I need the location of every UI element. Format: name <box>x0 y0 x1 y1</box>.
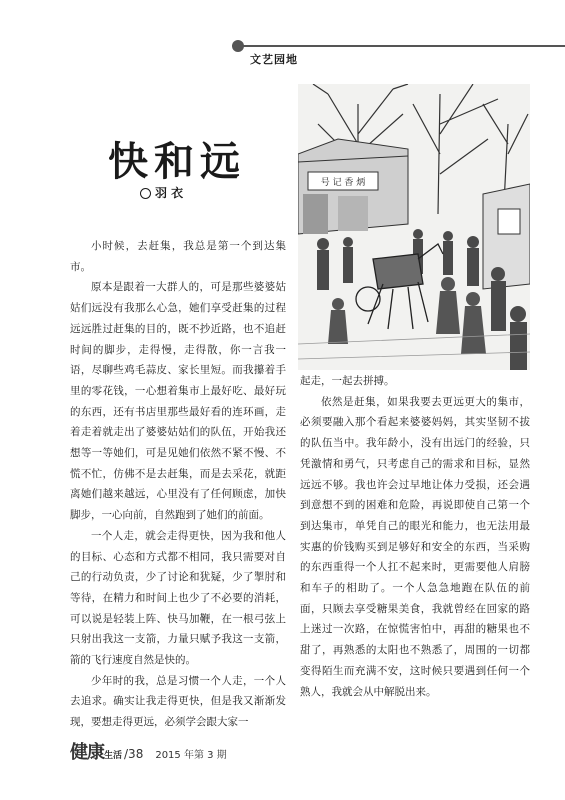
paragraph: 少年时的我，总是习惯一个人走，一个人去追求。确实让我走得更快，但是我又渐渐发现，要想走得更远，必须学会跟大家一 <box>70 674 286 729</box>
author-name: 羽 衣 <box>155 186 184 200</box>
paragraph-continued: 起走，一起去拼搏。 <box>300 375 395 387</box>
article-title: 快和远 <box>108 138 246 185</box>
page-number: /38 <box>124 747 144 761</box>
section-label: 文艺园地 <box>250 53 298 66</box>
article-author <box>140 184 183 201</box>
article-body-left <box>70 236 286 733</box>
page-footer <box>70 738 227 764</box>
magazine-brand: 健康 <box>70 742 104 763</box>
issue-info: 2015 年第 3 期 <box>155 750 227 761</box>
paragraph: 小时候，去赶集，我总是第一个到达集市。 <box>70 240 286 273</box>
paragraph: 原本是跟着一大群人的，可是那些婆婆姑姑们远没有我那么心急，她们享受赶集的过程远远胜过赶集的目的，既不抄近路，也不追赶时间的脚步，走得慢，走得散，你一言我一语，尽聊些鸡毛蒜皮、家长里短。而我攥着手里的零花钱，一心想着集市上最好吃、最好玩的东西，还有书店里那些最好看的连环画，走着走着就走出了婆婆姑姑们的队伍，开始我还想等一等她们，可是见她们依然不紧不慢、不慌不忙，仿佛不是去赶集，而是去采花，就距离她们越来越远，心里没有了任何顾虑，加快脚步，一心向前，自然跑到了她们的前面。 <box>70 281 286 522</box>
magazine-brand-sub: 生活 <box>104 751 123 761</box>
article-body-right <box>300 371 530 702</box>
header-rule <box>240 45 565 47</box>
market-illustration <box>298 84 530 370</box>
shop-sign-text: 号 记 香 炳 <box>320 178 366 188</box>
paragraph: 依然是赶集，如果我要去更远更大的集市，必须要融入那个看起来婆婆妈妈，其实坚韧不拔的队伍当中。我年龄小，没有出远门的经验，只凭激情和勇气，只考虑自己的需求和目标，显然远远不够。我也许会过早地让体力受损，还会遇到意想不到的困难和危险，再说即使自己第一个到达集市，单凭自己的眼光和能力，也无法用最实惠的价钱购买到足够好和安全的东西，当采购的东西重得一个人扛不起来时，更需要他人肩膀和车子的相助了。一个人急急地跑在队伍的前面，只顾去享受糖果美食，我就曾经在回家的路上迷过一次路，在惊慌害怕中，再甜的糖果也不甜了，再熟悉的太阳也不熟悉了，周围的一切都变得陌生而充满不安，这时候只要遇到任何一个熟人，我就会从中解脱出来。 <box>300 395 530 698</box>
author-bullet-icon <box>140 188 151 199</box>
paragraph: 一个人走，就会走得更快，因为我和他人的目标、心态和方式都不相同，我只需要对自己的行动负责，少了讨论和犹疑，少了掣肘和等待，在精力和时间上也少了不必要的消耗，可以说是轻装上阵、快马加鞭，在一根弓弦上只射出我这一支箭，力量只赋予我这一支箭，箭的飞行速度自然是快的。 <box>70 529 286 667</box>
